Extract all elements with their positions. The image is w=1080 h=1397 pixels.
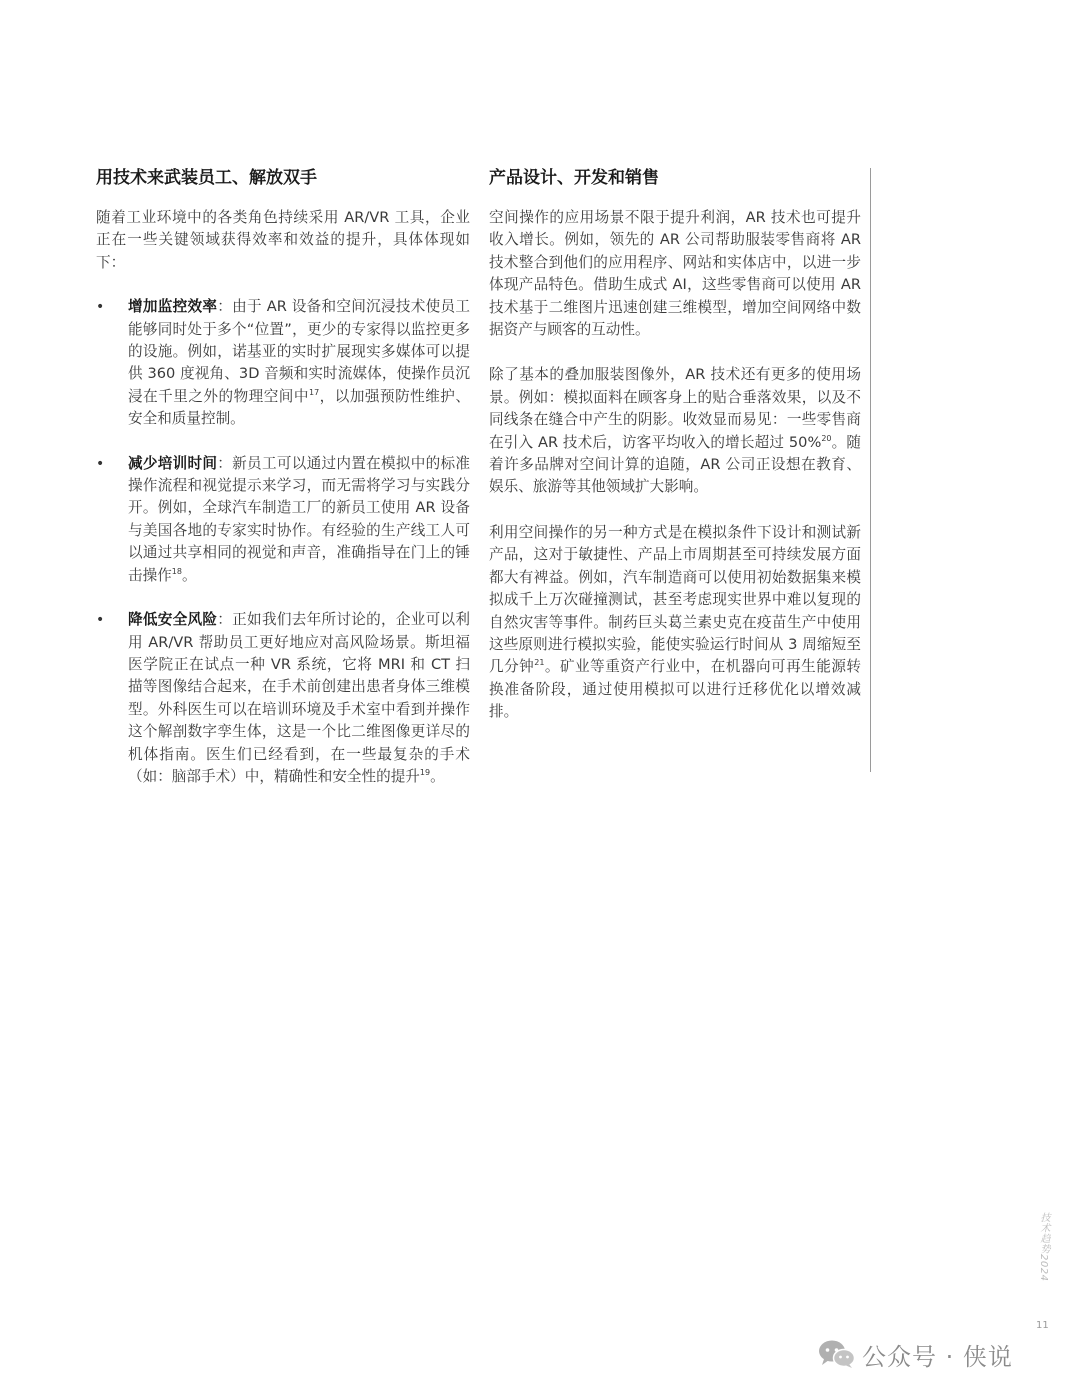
right-column: [489, 166, 861, 724]
bullet-text: ：新员工可以通过内置在模拟中的标准操作流程和视觉提示来学习，而无需将学习与实践分开。例如，全球汽车制造工厂的新员工使用 AR 设备与美国各地的专家实时协作。有经验的生产线工人可以通过共享相同的视觉和声音，准确指导在门上的锤击操作: [128, 454, 470, 584]
bullet-safety: [96, 609, 470, 788]
right-paragraph-1: 空间操作的应用场景不限于提升利润，AR 技术也可提升收入增长。例如，领先的 AR 公司帮助服装零售商将 AR 技术整合到他们的应用程序、网站和实体店中，以进一步体现产品特色。借助生成式 AI，这些零售商可以使用 AR 技术基于二维图片迅速创建三维模型，增加空间网络中数据资产与顾客的互动性。: [489, 209, 861, 339]
footnote-ref: 18: [171, 566, 182, 576]
bullet-title: 减少培训时间: [128, 454, 218, 472]
paragraph-tail: 。矿业等重资产行业中，在机器向可再生能源转换准备阶段，通过使用模拟可以进行迁移优化以增效减排。: [489, 658, 861, 721]
watermark: [818, 1336, 1013, 1372]
bullet-title: 降低安全风险: [128, 611, 218, 629]
wechat-icon: [818, 1339, 856, 1369]
bullet-dot-icon: •: [96, 299, 105, 316]
left-intro: 随着工业环境中的各类角色持续采用 AR/VR 工具，企业正在一些关键领域获得效率和效益的提升，具体体现如下：: [96, 209, 470, 271]
paragraph-text: 除了基本的叠加服装图像外，AR 技术还有更多的使用场景。例如：模拟面料在顾客身上的贴合垂落效果，以及不同线条在缝合中产生的阴影。收效显而易见：一些零售商在引入 AR 技术后，访客平均收入的增长超过 50%: [489, 366, 861, 451]
bullet-training: [96, 453, 470, 587]
column-divider: [870, 168, 871, 772]
bullet-text: ：由于 AR 设备和空间沉浸技术使员工能够同时处于多个“位置”，更少的专家得以监控更多的设施。例如，诺基亚的实时扩展现实多媒体可以提供 360 度视角、3D 音频和实时流媒体，使操作员沉浸在千里之外的物理空间中: [128, 298, 470, 405]
bullet-tail: ，以加强预防性维护、安全和质量控制。: [128, 387, 470, 428]
bullet-list: [96, 296, 470, 788]
right-heading: 产品设计、开发和销售: [489, 168, 659, 188]
side-label: 技术趋势2024: [1038, 1212, 1049, 1282]
watermark-text: 公众号 · 侠说: [862, 1342, 1013, 1371]
footnote-ref: 21: [534, 658, 545, 668]
bullet-tail: 。: [430, 767, 445, 785]
left-heading: 用技术来武装员工、解放双手: [96, 168, 317, 188]
bullet-monitoring: [96, 296, 470, 430]
paragraph-text: 利用空间操作的另一种方式是在模拟条件下设计和测试新产品，这对于敏捷性、产品上市周期甚至可持续发展方面都大有裨益。例如，汽车制造商可以使用初始数据集来模拟成千上万次碰撞测试，甚至考虑现实世界中难以复现的自然灾害等事件。制药巨头葛兰素史克在疫苗生产中使用这些原则进行模拟实验，能使实验运行时间从 3 周缩短至几分钟: [489, 523, 861, 676]
bullet-title: 增加监控效率: [128, 298, 218, 316]
right-paragraph-3: [489, 522, 861, 724]
bullet-dot-icon: •: [96, 612, 105, 629]
bullet-dot-icon: •: [96, 455, 105, 472]
page-number: 11: [1036, 1320, 1049, 1331]
footnote-ref: 20: [821, 433, 832, 443]
right-paragraph-2: [489, 364, 861, 498]
bullet-text: ：正如我们去年所讨论的，企业可以利用 AR/VR 帮助员工更好地应对高风险场景。斯坦福医学院正在试点一种 VR 系统，它将 MRI 和 CT 扫描等图像结合起来，在手术前创建出患者身体三维模型。外科医生可以在培训环境及手术室中看到并操作这个解剖数字孪生体，这是一个比二维图像更详尽的机体指南。医生们已经看到，在一些最复杂的手术（如：脑部手术）中，精确性和安全性的提升: [128, 611, 470, 785]
footnote-ref: 17: [308, 387, 320, 397]
paragraph-tail: 。随着许多品牌对空间计算的追随，AR 公司正设想在教育、娱乐、旅游等其他领域扩大影响。: [489, 433, 861, 496]
bullet-tail: 。: [181, 566, 197, 584]
footnote-ref: 19: [419, 768, 431, 778]
left-column: [96, 166, 470, 788]
